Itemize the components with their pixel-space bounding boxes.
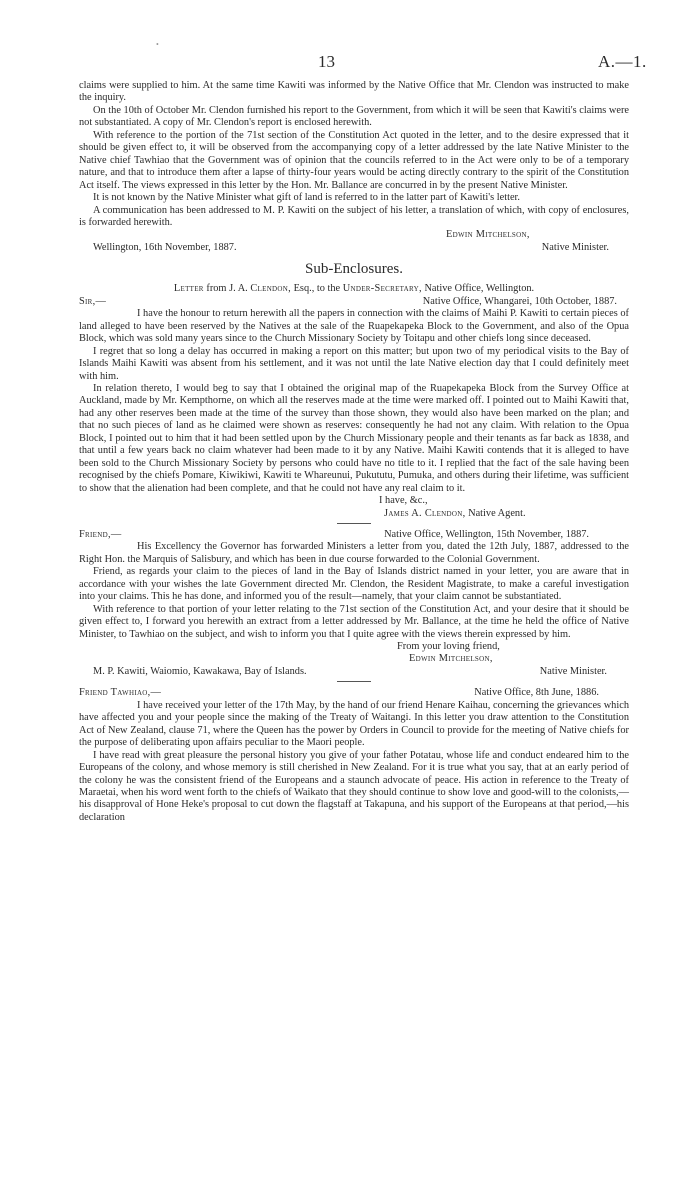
document-body xyxy=(79,80,629,824)
letter-address: Native Office, Whangarei, 10th October, 1887. xyxy=(422,295,617,307)
addressee: M. P. Kawiti, Waiomio, Kawakawa, Bay of Islands. xyxy=(93,665,307,677)
signature-title: Native Minister. xyxy=(539,665,607,677)
section-title: Sub-Enclosures. xyxy=(305,261,403,278)
paragraph: With reference to the portion of the 71st section of the Constitution Act quoted in the letter, and to the desire expressed that it should be given effect to, it will be observed from the accompanying copy of a letter addressed by the late Native Minister to the Native chief Tawhiao that the Government was of opinion that the councils referred to in the Act were only to be of a temporary nature, and that to introduce them after a lapse of thirty-four years would be acting directly contrary to the spirit of the Constitution Act itself. The views expressed in this letter by the Hon. Mr. Ballance are concurred in by the present Native Minister. xyxy=(79,129,629,191)
paragraph: His Excellency the Governor has forwarded Ministers a letter from you, dated the 12th July, 1887, addressed to the Right Hon. the Marquis of Salisbury, and which has been in due course forwarded to the Colonial Government. xyxy=(79,541,629,565)
letter-address: Native Office, Wellington, 15th November, 1887. xyxy=(384,528,589,540)
signature-row xyxy=(79,666,629,678)
paragraph: In relation thereto, I would beg to say that I obtained the original map of the Ruapekapeka Block from the Survey Office at Auckland, made by Mr. Kempthorne, on which all the reserves made at the time were marked off. I pointed out to Maihi Kawiti that, had any other reserves been made at the time of the survey than those shown, they would also have been marked on the plan; and that no such pieces of land as he claimed were shown as reserves: consequently he had not any claim. With relation to the Opua Block, I pointed out to him that it had been settled upon by the Church Missionary people and their tenants as far back as 1838, and that until a few years back no claim whatever had been made to it by any Native. Maihi Kawiti contends that it is alleged to have been sold to the Church Missionary Society by persons who could have no title to it. I replied that the fact of the sale having been recognised by the chiefs Pomare, Kiwikiwi, Kawiti te Whareunui, Pukututu, Pumuka, and others during their lifetime, was sufficient to show that the alienation had been complete, and that he could not have any real claim to it. xyxy=(79,382,629,494)
letter-header-row xyxy=(79,296,629,308)
salutation: Friend,— xyxy=(79,528,122,540)
paragraph: With reference to that portion of your letter relating to the 71st section of the Constitution Act, and your desire that it should be given effect to, I forward you herewith an extract from a letter addressed by Mr. Ballance, at the time he held the office of Native Minister, to Tawhiao on the subject, and wish to inform you that I quite agree with the views therein expressed by him. xyxy=(79,603,629,640)
closing: From your loving friend, xyxy=(397,641,500,653)
letter-header-row xyxy=(79,687,629,699)
salutation: Friend Tawhiao,— xyxy=(79,687,162,699)
paragraph: It is not known by the Native Minister what gift of land is referred to in the latter part of Kawiti's letter. xyxy=(93,192,520,204)
signature-title: Native Minister. xyxy=(541,241,609,253)
signature-row xyxy=(79,242,629,254)
paragraph: Friend, as regards your claim to the pieces of land in the Bay of Islands district named in your letter, you are aware that in accordance with your wishes the late Government directed Mr. Clendon, the Resident Magistrate, to make a careful investigation into your claims. This he has done, and informed you of the result—namely, that your claim cannot be substantiated. xyxy=(79,566,629,603)
letter-header-row xyxy=(79,529,629,541)
paragraph: I have read with great pleasure the personal history you give of your father Potatau, whose life and conduct endeared him to the Europeans of the colony, and whose memory is still cherished in New Zealand. For it is true what you say, that at an early period of the colony he was the consistent friend of the Europeans and a staunch advocate of peace. His action in reference to the Treaty of Maraetai, when his word went forth to the chiefs of Waikato that they should continue to show love and good-will to the colonists,—his disapproval of Hone Heke's proposal to cut down the flagstaff at Takapuna, and his support of the Europeans at that period,—his declaration xyxy=(79,749,629,823)
paragraph: I have received your letter of the 17th May, by the hand of our friend Henare Kaihau, concerning the grievances which have affected you and your people since the making of the Treaty of Waitangi. In this letter you draw attention to the Constitution Act of New Zealand, clause 71, where the Queen has the power by Orders in Council to provide for the meeting of Native chiefs for the purpose of deliberating upon affairs peculiar to the Maori people. xyxy=(79,699,629,749)
letter-address: Native Office, 8th June, 1886. xyxy=(474,687,599,699)
paragraph: I regret that so long a delay has occurred in making a report on this matter; but upon two of my periodical visits to the Bay of Islands Maihi Kawiti was absent from his settlement, and it was not until the late Native election day that I could definitely meet with him. xyxy=(79,345,629,382)
letter-heading: Letter from J. A. Clendon, Esq., to the Under-Secretary, Native Office, Wellington. xyxy=(173,283,535,295)
divider xyxy=(337,523,371,524)
paragraph: claims were supplied to him. At the same time Kawiti was informed by the Native Office that Mr. Clendon was instructed to make the inquiry. xyxy=(79,80,629,104)
print-mark: • xyxy=(156,40,159,49)
salutation: Sir,— xyxy=(79,295,107,307)
paragraph: On the 10th of October Mr. Clendon furnished his report to the Government, from which it will be seen that Kawiti's claims were not substantiated. A copy of Mr. Clendon's report is enclosed herewith. xyxy=(79,104,629,129)
signature-place-date: Wellington, 16th November, 1887. xyxy=(93,241,237,253)
divider xyxy=(337,681,371,682)
signature-name: Edwin Mitchelson, xyxy=(446,229,530,241)
paragraph: I have the honour to return herewith all the papers in connection with the claims of Maihi P. Kawiti to certain pieces of land alleged to have been reserved by the Natives at the sale of the Ruapekapeka Block to the Government, and also of the Opua Block, which was sold many years since to the Church Missionary Society by Toitapu and other chiefs long since deceased. xyxy=(79,308,629,345)
closing: I have, &c., xyxy=(379,495,428,507)
page-number: 13 xyxy=(318,52,335,71)
document-reference: A.—1. xyxy=(598,52,647,71)
paragraph: A communication has been addressed to M. P. Kawiti on the subject of his letter, a translation of which, with copy of enclosures, is forwarded herewith. xyxy=(79,204,629,228)
signature-line: James A. Clendon, Native Agent. xyxy=(384,507,526,519)
signature-name: Edwin Mitchelson, xyxy=(409,653,493,665)
